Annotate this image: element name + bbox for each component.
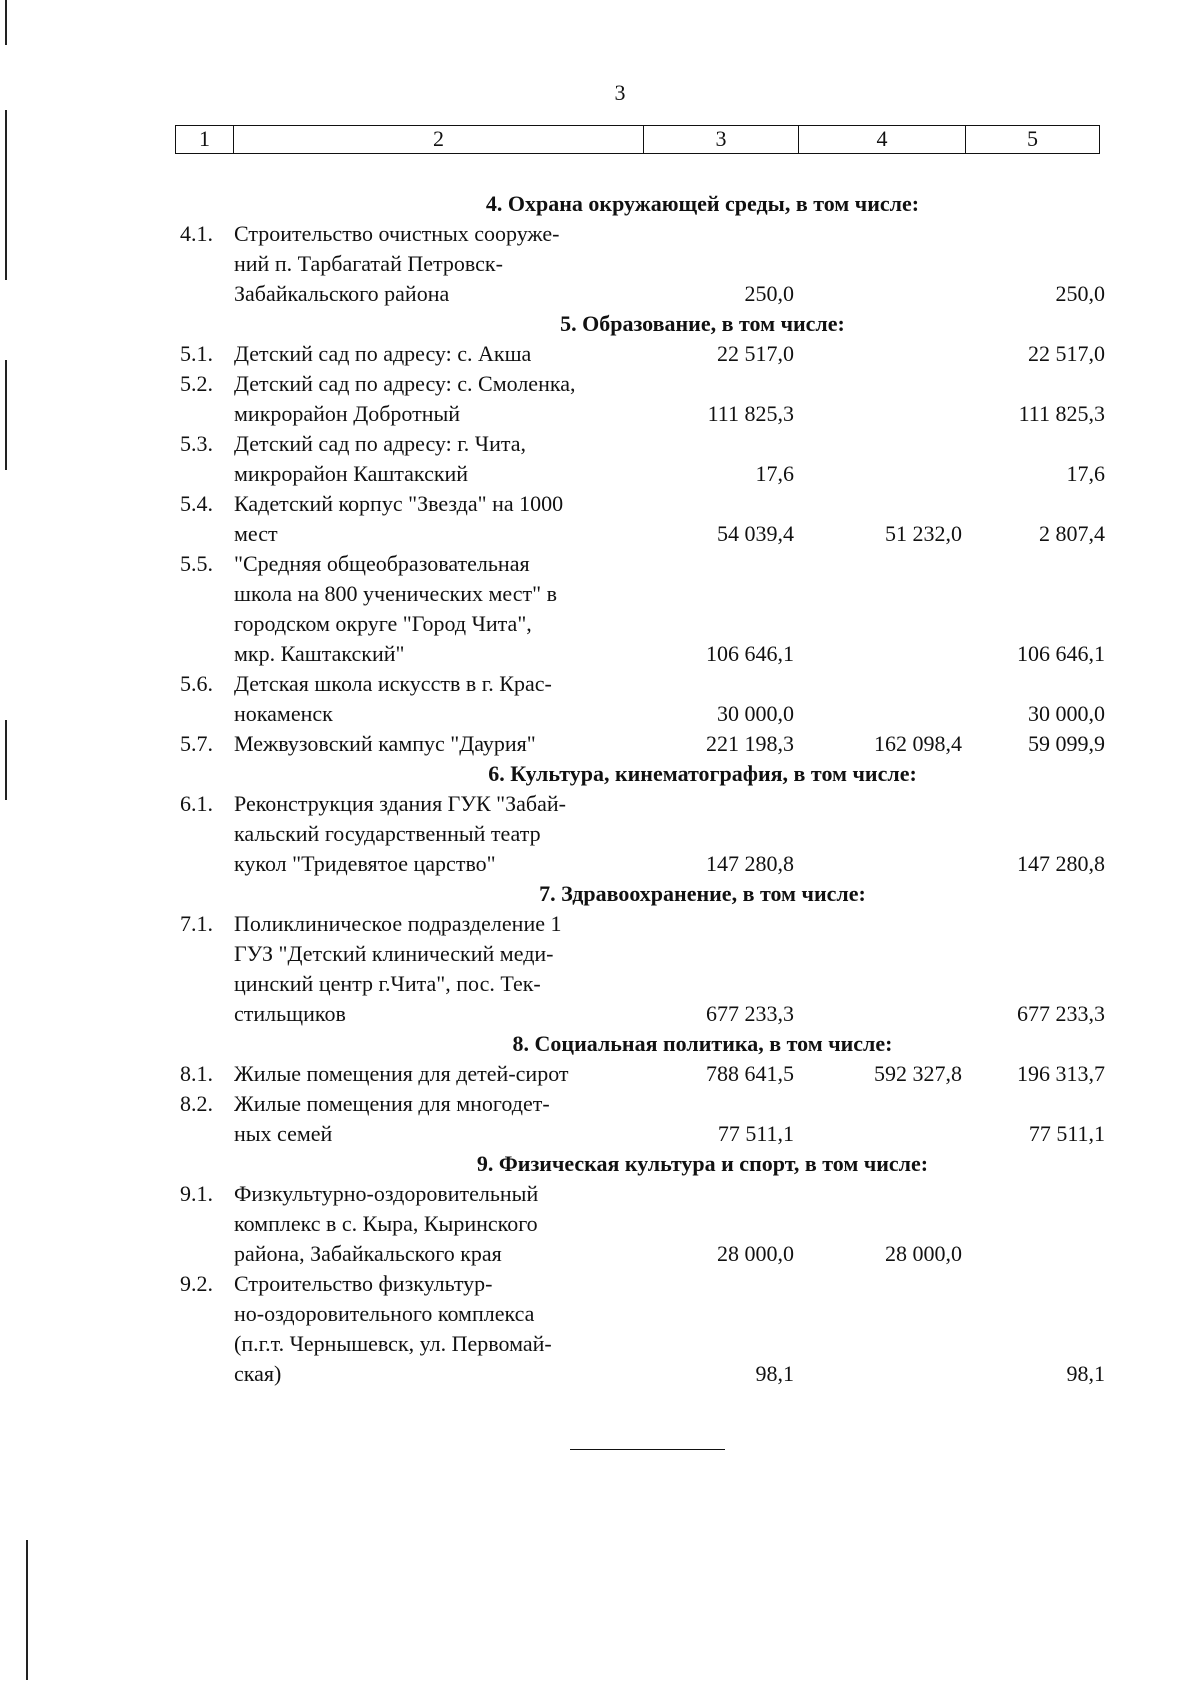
row-name: Детский сад по адресу: г. Чита, микрорайон Каштакский <box>234 431 527 486</box>
table-row <box>180 429 1105 489</box>
table-row <box>180 789 1105 879</box>
table-row <box>180 1269 1105 1389</box>
value-col5: 677 233,3 <box>1017 1001 1105 1026</box>
value-col3: 98,1 <box>755 1361 794 1386</box>
value-col3: 106 646,1 <box>706 641 794 666</box>
table-row <box>180 729 1105 759</box>
row-name: Строительство физкультур- но-оздоровительного комплекса (п.г.т. Чернышевск, ул. Первомай- ская) <box>234 1271 552 1386</box>
table-row <box>180 909 1105 1029</box>
value-col4: 28 000,0 <box>885 1241 962 1266</box>
value-col5: 111 825,3 <box>1018 401 1105 426</box>
table-row <box>180 369 1105 429</box>
value-col5: 196 313,7 <box>1017 1061 1105 1086</box>
section-title: 6. Культура, кинематография, в том числе: <box>488 761 917 786</box>
value-col3: 677 233,3 <box>706 1001 794 1026</box>
value-col4: 51 232,0 <box>885 521 962 546</box>
row-number: 4.1. <box>180 221 213 246</box>
table-header <box>175 125 1100 154</box>
row-number: 8.2. <box>180 1091 213 1116</box>
value-col3: 28 000,0 <box>717 1241 794 1266</box>
section-title: 5. Образование, в том числе: <box>560 311 845 336</box>
scan-mark <box>5 360 7 470</box>
row-name: Детский сад по адресу: с. Смоленка, микрорайон Добротный <box>234 371 576 426</box>
value-col5: 147 280,8 <box>1017 851 1105 876</box>
row-number: 9.2. <box>180 1271 213 1296</box>
table-row <box>180 1089 1105 1149</box>
table-body <box>180 189 1105 1389</box>
table-row <box>180 489 1105 549</box>
row-number: 5.2. <box>180 371 213 396</box>
row-name: Межвузовский кампус "Даурия" <box>234 731 536 756</box>
row-number: 7.1. <box>180 911 213 936</box>
section-title: 4. Охрана окружающей среды, в том числе: <box>485 191 920 216</box>
table-row <box>180 339 1105 369</box>
value-col5: 59 099,9 <box>1028 731 1105 756</box>
header-cell: 2 <box>233 126 643 153</box>
value-col3: 30 000,0 <box>717 701 794 726</box>
row-name: Жилые помещения для детей-сирот <box>234 1061 569 1086</box>
row-name: Реконструкция здания ГУК "Забай- кальский государственный театр кукол "Тридевятое царство" <box>234 791 566 876</box>
row-name: Физкультурно-оздоровительный комплекс в с. Кыра, Кыринского района, Забайкальского края <box>234 1181 539 1266</box>
value-col3: 147 280,8 <box>706 851 794 876</box>
value-col5: 30 000,0 <box>1028 701 1105 726</box>
row-name: Жилые помещения для многодет- ных семей <box>234 1091 550 1146</box>
section-title: 8. Социальная политика, в том числе: <box>512 1031 893 1056</box>
value-col5: 77 511,1 <box>1028 1121 1105 1146</box>
value-col5: 17,6 <box>1066 461 1105 486</box>
section-title: 9. Физическая культура и спорт, в том числе: <box>476 1151 929 1176</box>
value-col5: 2 807,4 <box>1039 521 1105 546</box>
value-col3: 250,0 <box>744 281 794 306</box>
value-col5: 22 517,0 <box>1028 341 1105 366</box>
value-col4: 592 327,8 <box>874 1061 962 1086</box>
scan-mark <box>5 720 7 800</box>
row-number: 5.4. <box>180 491 213 516</box>
row-name: Строительство очистных сооруже- ний п. Тарбагатай Петровск- Забайкальского района <box>234 221 560 306</box>
scan-mark <box>5 0 7 45</box>
row-number: 5.1. <box>180 341 213 366</box>
value-col3: 221 198,3 <box>706 731 794 756</box>
row-number: 9.1. <box>180 1181 213 1206</box>
row-number: 5.7. <box>180 731 213 756</box>
row-number: 8.1. <box>180 1061 213 1086</box>
row-number: 5.5. <box>180 551 213 576</box>
page-number: 3 <box>614 80 626 105</box>
row-name: "Средняя общеобразовательная школа на 800 ученических мест" в городском округе "Город Чита", мкр. Каштакский" <box>234 551 557 666</box>
table-row <box>180 669 1105 729</box>
row-number: 6.1. <box>180 791 213 816</box>
table-row <box>180 219 1105 309</box>
value-col3: 77 511,1 <box>717 1121 794 1146</box>
value-col3: 22 517,0 <box>717 341 794 366</box>
value-col5: 250,0 <box>1055 281 1105 306</box>
table-row <box>180 1059 1105 1089</box>
value-col5: 106 646,1 <box>1017 641 1105 666</box>
value-col5: 98,1 <box>1066 1361 1105 1386</box>
header-cell: 4 <box>798 126 965 153</box>
table-row <box>180 549 1105 669</box>
row-name: Кадетский корпус "Звезда" на 1000 мест <box>234 491 564 546</box>
footer-rule <box>570 1449 725 1450</box>
section-title: 7. Здравоохранение, в том числе: <box>539 881 866 906</box>
header-cell: 1 <box>199 126 210 151</box>
value-col4: 162 098,4 <box>874 731 962 756</box>
row-name: Детский сад по адресу: с. Акша <box>234 341 532 366</box>
header-cell: 5 <box>965 126 1099 153</box>
header-cell: 3 <box>643 126 798 153</box>
table-row <box>180 1179 1105 1269</box>
value-col3: 788 641,5 <box>706 1061 794 1086</box>
row-number: 5.6. <box>180 671 213 696</box>
row-number: 5.3. <box>180 431 213 456</box>
row-name: Поликлиническое подразделение 1 ГУЗ "Детский клинический меди- цинский центр г.Чита", пос. Тек- стильщиков <box>234 911 562 1026</box>
scan-mark <box>5 110 7 280</box>
row-name: Детская школа искусств в г. Крас- нокаменск <box>234 671 552 726</box>
scan-mark <box>26 1540 28 1680</box>
value-col3: 111 825,3 <box>707 401 794 426</box>
value-col3: 17,6 <box>755 461 794 486</box>
value-col3: 54 039,4 <box>717 521 794 546</box>
